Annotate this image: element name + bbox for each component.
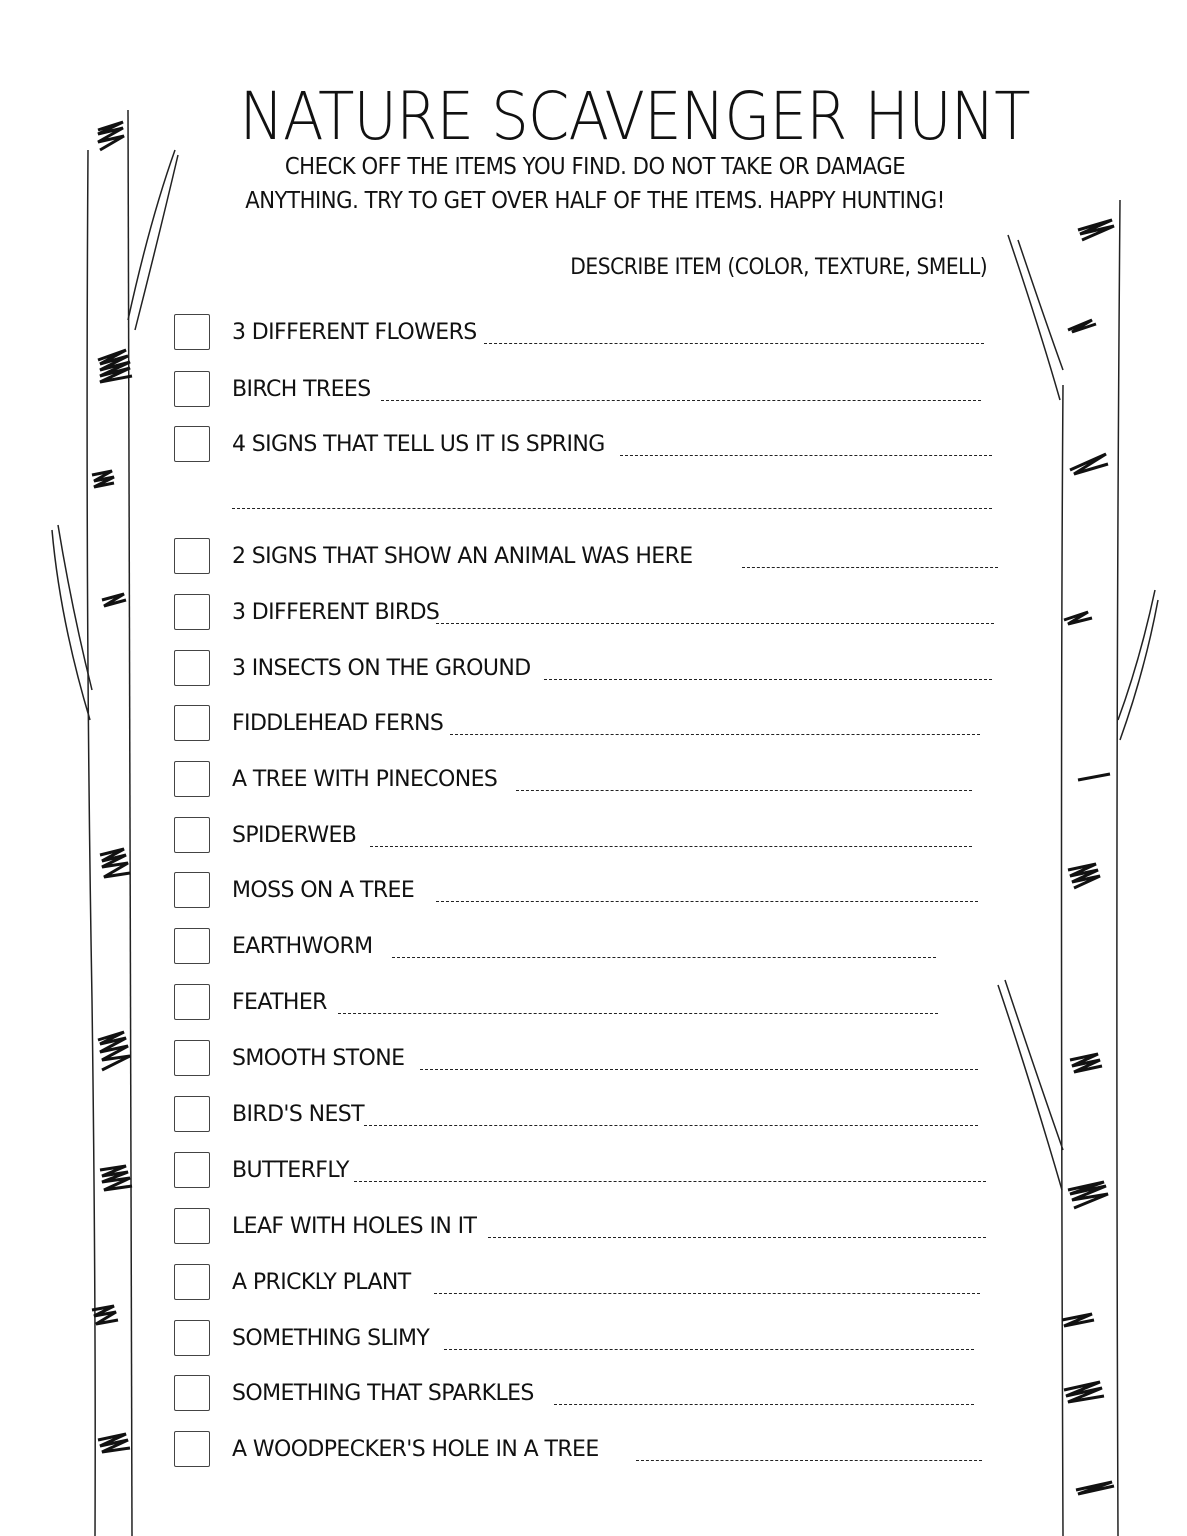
checkbox[interactable] — [174, 705, 210, 741]
item-label: LEAF WITH HOLES IN IT — [232, 1214, 477, 1239]
description-line[interactable] — [636, 1460, 982, 1461]
description-line-continued[interactable] — [232, 508, 992, 509]
description-line[interactable] — [554, 1404, 974, 1405]
description-line[interactable] — [354, 1181, 986, 1182]
checkbox[interactable] — [174, 426, 210, 462]
description-line[interactable] — [516, 790, 972, 791]
checkbox[interactable] — [174, 650, 210, 686]
checkbox[interactable] — [174, 314, 210, 350]
description-line[interactable] — [364, 1125, 978, 1126]
item-label: A PRICKLY PLANT — [232, 1270, 411, 1295]
description-line[interactable] — [742, 567, 998, 568]
checkbox[interactable] — [174, 1152, 210, 1188]
instructions-line-1: CHECK OFF THE ITEMS YOU FIND. DO NOT TAKE OR DAMAGE — [284, 154, 906, 180]
checkbox[interactable] — [174, 1096, 210, 1132]
description-line[interactable] — [450, 734, 980, 735]
item-label: 3 DIFFERENT BIRDS — [232, 600, 440, 625]
description-line[interactable] — [436, 901, 978, 902]
checkbox[interactable] — [174, 1320, 210, 1356]
item-label: FEATHER — [232, 990, 327, 1015]
description-line[interactable] — [338, 1013, 938, 1014]
checkbox[interactable] — [174, 1040, 210, 1076]
checkbox[interactable] — [174, 1431, 210, 1467]
item-label: BIRD'S NEST — [232, 1102, 364, 1127]
description-line[interactable] — [392, 957, 936, 958]
item-label: SOMETHING SLIMY — [232, 1326, 430, 1351]
checkbox[interactable] — [174, 1375, 210, 1411]
item-label: BUTTERFLY — [232, 1158, 349, 1183]
item-label: A TREE WITH PINECONES — [232, 767, 498, 792]
item-label: 4 SIGNS THAT TELL US IT IS SPRING — [232, 432, 605, 457]
page-title: NATURE SCAVENGER HUNT — [239, 78, 1030, 155]
checkbox[interactable] — [174, 872, 210, 908]
item-label: 2 SIGNS THAT SHOW AN ANIMAL WAS HERE — [232, 544, 693, 569]
checkbox[interactable] — [174, 1264, 210, 1300]
item-label: FIDDLEHEAD FERNS — [232, 711, 444, 736]
description-line[interactable] — [436, 623, 994, 624]
item-label: A WOODPECKER'S HOLE IN A TREE — [232, 1437, 599, 1462]
description-line[interactable] — [620, 455, 992, 456]
checkbox[interactable] — [174, 371, 210, 407]
instructions-line-2: ANYTHING. TRY TO GET OVER HALF OF THE ITEMS. HAPPY HUNTING! — [245, 188, 945, 214]
description-line[interactable] — [434, 1293, 980, 1294]
item-label: MOSS ON A TREE — [232, 878, 415, 903]
checkbox[interactable] — [174, 817, 210, 853]
description-line[interactable] — [488, 1237, 986, 1238]
description-line[interactable] — [381, 400, 981, 401]
checkbox[interactable] — [174, 761, 210, 797]
checkbox[interactable] — [174, 984, 210, 1020]
item-label: 3 INSECTS ON THE GROUND — [232, 656, 531, 681]
description-line[interactable] — [370, 846, 972, 847]
item-label: SMOOTH STONE — [232, 1046, 405, 1071]
checkbox[interactable] — [174, 1208, 210, 1244]
describe-column-header: DESCRIBE ITEM (COLOR, TEXTURE, SMELL) — [570, 255, 987, 280]
item-label: EARTHWORM — [232, 934, 373, 959]
item-label: 3 DIFFERENT FLOWERS — [232, 320, 477, 345]
item-label: SPIDERWEB — [232, 823, 357, 848]
checkbox[interactable] — [174, 928, 210, 964]
description-line[interactable] — [420, 1069, 978, 1070]
description-line[interactable] — [444, 1349, 974, 1350]
description-line[interactable] — [544, 679, 992, 680]
checkbox[interactable] — [174, 594, 210, 630]
item-label: SOMETHING THAT SPARKLES — [232, 1381, 534, 1406]
description-line[interactable] — [484, 343, 984, 344]
checkbox[interactable] — [174, 538, 210, 574]
item-label: BIRCH TREES — [232, 377, 371, 402]
